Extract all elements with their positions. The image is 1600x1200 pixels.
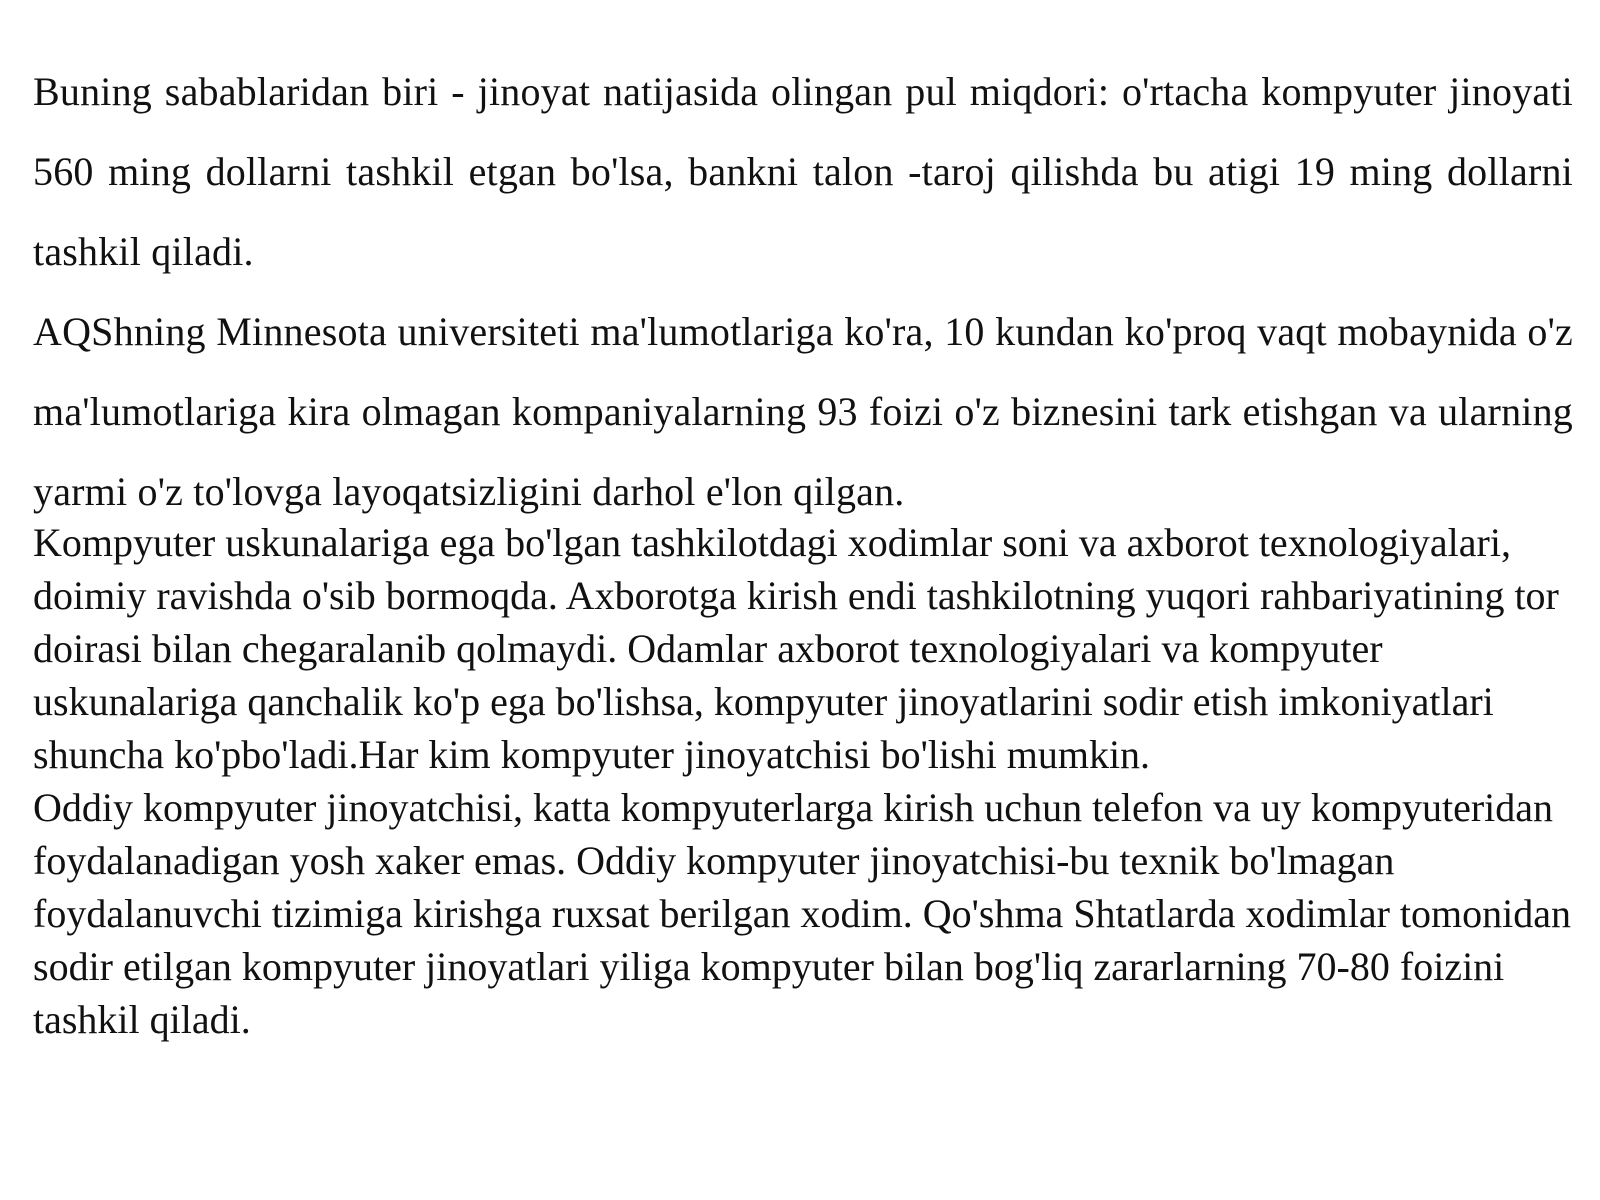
paragraph-4: Oddiy kompyuter jinoyatchisi, katta kompyuterlarga kirish uchun telefon va uy kompyuteridan foydalanadigan yosh xaker emas. Oddiy kompyuter jinoyatchisi-bu texnik bo'lmagan foydalanuvchi tizimiga kirishga ruxsat berilgan xodim. Qo'shma Shtatlarda xodimlar tomonidan sodir etilgan kompyuter jinoyatlari yiliga kompyuter bilan bog'liq zararlarning 70-80 foizini tashkil qiladi. <box>33 785 1571 1042</box>
paragraph-3: Kompyuter uskunalariga ega bo'lgan tashkilotdagi xodimlar soni va axborot texnologiyalari, doimiy ravishda o'sib bormoqda. Axborotga kirish endi tashkilotning yuqori rahbariyatining tor doirasi bilan chegaralanib qolmaydi. Odamlar axborot texnologiyalari va kompyuter uskunalariga qanchalik ko'p ega bo'lishsa, kompyuter jinoyatlarini sodir etish imkoniyatlari shuncha ko'pbo'ladi.Har kim kompyuter jinoyatchisi bo'lishi mumkin. <box>33 520 1559 777</box>
document-body <box>33 52 1573 1046</box>
paragraph-1: Buning sabablaridan biri - jinoyat natijasida olingan pul miqdori: o'rtacha kompyuter jinoyati 560 ming dollarni tashkil etgan bo'lsa, bankni talon -taroj qilishda bu atigi 19 ming dollarni tashkil qiladi. <box>33 69 1573 274</box>
paragraph-2: AQShning Minnesota universiteti ma'lumotlariga ko'ra, 10 kundan ko'proq vaqt mobaynida o'z ma'lumotlariga kira olmagan kompaniyalarning 93 foizi o'z biznesini tark etishgan va ularning yarmi o'z to'lovga layoqatsizligini darhol e'lon qilgan. <box>33 309 1573 514</box>
